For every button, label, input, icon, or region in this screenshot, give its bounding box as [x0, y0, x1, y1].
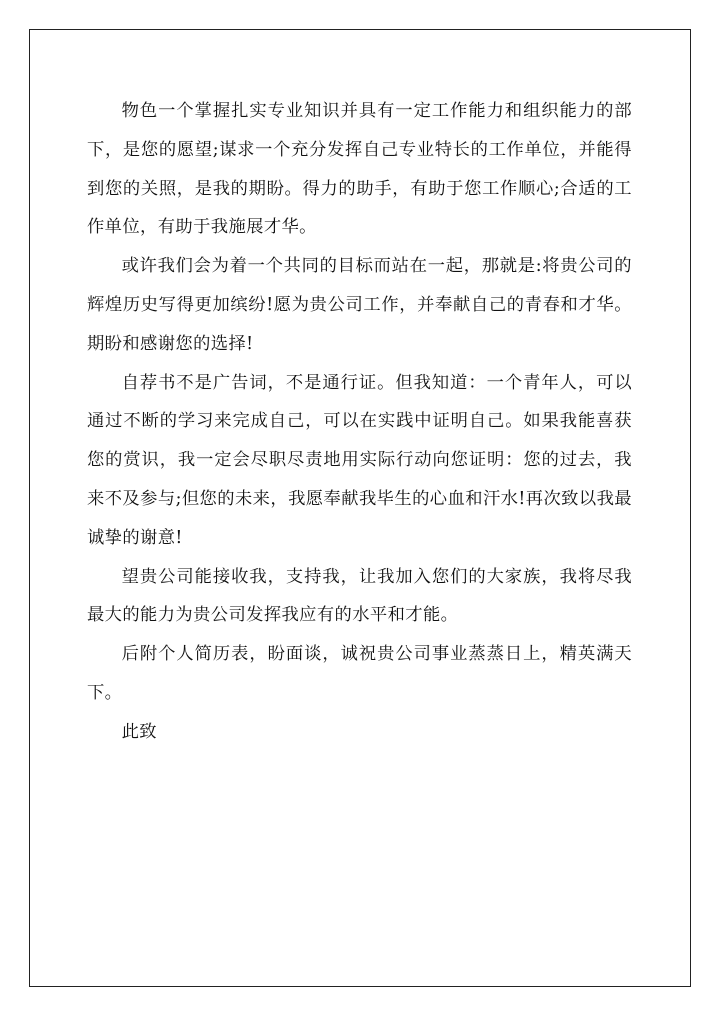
- paragraph-self-recommendation: 自荐书不是广告词，不是通行证。但我知道：一个青年人，可以通过不断的学习来完成自己，可以在实践中证明自己。如果我能喜获您的赏识，我一定会尽职尽责地用实际行动向您证明：您的过去，我来不及参与;但您的未来，我愿奉献我毕生的心血和汗水!再次致以我最诚挚的谢意!: [87, 372, 632, 548]
- paragraph-intro: 物色一个掌握扎实专业知识并具有一定工作能力和组织能力的部下，是您的愿望;谋求一个充分发挥自己专业特长的工作单位，并能得到您的关照，是我的期盼。得力的助手，有助于您工作顺心;合适的工作单位，有助于我施展才华。: [87, 101, 632, 238]
- paragraph-request: 望贵公司能接收我，支持我，让我加入您们的大家族，我将尽我最大的能力为贵公司发挥我应有的水平和才能。: [87, 566, 632, 626]
- salutation-closing: 此致: [121, 721, 157, 742]
- document-body: [87, 92, 632, 752]
- paragraph-closing-wishes: 后附个人简历表，盼面谈，诚祝贵公司事业蒸蒸日上，精英满天下。: [87, 644, 632, 703]
- paragraph-common-goal: 或许我们会为着一个共同的目标而站在一起，那就是:将贵公司的辉煌历史写得更加缤纷!愿为贵公司工作，并奉献自己的青春和才华。期盼和感谢您的选择!: [87, 256, 632, 354]
